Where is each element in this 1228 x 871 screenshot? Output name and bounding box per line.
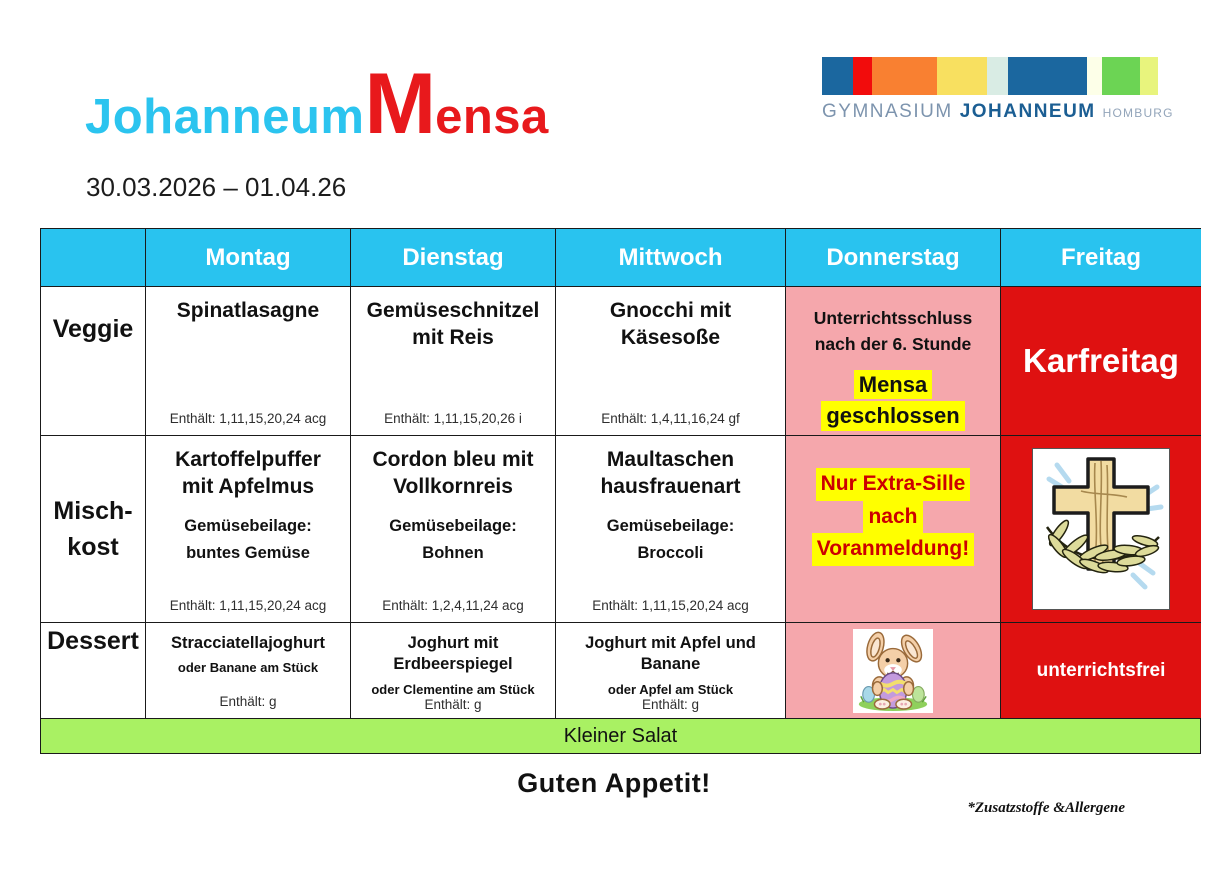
- dessert-donnerstag-cell: [786, 623, 1001, 719]
- day-header-mittwoch: Mittwoch: [556, 229, 786, 287]
- logo-bar-segment: [822, 57, 853, 95]
- day-header-dienstag: Dienstag: [351, 229, 556, 287]
- mensa-logo-ensa: ensa: [435, 90, 549, 144]
- allergen-info: Enthält: 1,11,15,20,24 acg: [169, 598, 327, 613]
- closing-notice-line2: nach der 6. Stunde: [814, 334, 972, 355]
- cross-image-card: [1032, 448, 1170, 610]
- cross-with-palm-icon: [1035, 451, 1167, 607]
- mischkost-montag-cell: [146, 436, 351, 623]
- side-dish: buntes Gemüse: [186, 543, 310, 562]
- mensa-logo-m: M: [364, 56, 436, 152]
- allergen-info: Enthält: g: [219, 694, 277, 709]
- mensa-logo: [85, 56, 549, 152]
- dish-title: Gemüseschnitzel mit Reis: [366, 299, 540, 350]
- dish-title: Maultaschen hausfrauenart: [600, 448, 741, 499]
- allergen-footnote: *Zusatzstoffe &Allergene: [967, 800, 1125, 816]
- salad-row: Kleiner Salat: [41, 719, 1201, 753]
- allergen-info: Enthält: 1,2,4,11,24 acg: [382, 598, 524, 613]
- extra-notice-line1: Nur Extra-Sille: [816, 468, 971, 501]
- dessert-alternative: oder Clementine am Stück: [371, 681, 535, 697]
- allergen-info: Enthält: 1,11,15,20,26 i: [384, 411, 522, 426]
- closing-notice-line1: Unterrichtsschluss: [813, 308, 973, 328]
- side-dish-label: Gemüsebeilage:: [184, 516, 312, 535]
- dish-title: Joghurt mit Apfel und Banane: [585, 634, 756, 674]
- side-dish: Broccoli: [637, 543, 704, 562]
- mensa-closed-line1: Mensa: [854, 370, 932, 400]
- logo-bar-segment: [1140, 57, 1158, 95]
- date-range: 30.03.2026 – 01.04.26: [86, 172, 347, 202]
- day-header-montag: Montag: [146, 229, 351, 287]
- allergen-info: Enthält: g: [641, 696, 700, 712]
- dish-title: Spinatlasagne: [176, 299, 320, 322]
- dessert-mittwoch-cell: [556, 623, 786, 719]
- header-corner-cell: [41, 229, 146, 287]
- dish-title: Kartoffelpuffer mit Apfelmus: [175, 448, 321, 499]
- logo-bar-segment: [1102, 57, 1140, 95]
- logo-color-bar: [822, 57, 1158, 95]
- side-dish: Bohnen: [422, 543, 484, 562]
- mischkost-freitag-cell: [1001, 436, 1201, 623]
- row-label-mischkost: [41, 436, 146, 623]
- side-dish-label: Gemüsebeilage:: [606, 516, 735, 535]
- logo-bar-segment: [1008, 57, 1087, 95]
- logo-bar-segment: [987, 57, 1009, 95]
- allergen-info: Enthält: 1,4,11,16,24 gf: [601, 411, 740, 426]
- logo-bar-segment: [872, 57, 937, 95]
- day-header-donnerstag: Donnerstag: [786, 229, 1001, 287]
- easter-bunny-icon: [854, 630, 932, 712]
- bon-appetit-text: Guten Appetit!: [517, 768, 711, 798]
- dish-title: Joghurt mit Erdbeerspiegel: [393, 634, 513, 674]
- row-label-mischkost-line2: kost: [67, 533, 119, 561]
- mensa-closed-line2: geschlossen: [821, 401, 964, 431]
- mischkost-dienstag-cell: [351, 436, 556, 623]
- veggie-donnerstag-cell: [786, 287, 1001, 436]
- allergen-info: Enthält: g: [424, 696, 482, 712]
- holiday-label: Karfreitag: [1023, 342, 1179, 379]
- row-label-veggie: Veggie: [41, 287, 146, 436]
- allergen-info: Enthält: 1,11,15,20,24 acg: [169, 411, 327, 426]
- dessert-dienstag-cell: [351, 623, 556, 719]
- extra-notice-line2: nach: [863, 501, 922, 534]
- side-dish-label: Gemüsebeilage:: [389, 516, 517, 535]
- dessert-montag-cell: [146, 623, 351, 719]
- veggie-dienstag-cell: [351, 287, 556, 436]
- row-label-dessert: Dessert: [41, 623, 146, 719]
- logo-bar-segment: [1087, 57, 1102, 95]
- allergen-info: Enthält: 1,11,15,20,24 acg: [592, 598, 749, 613]
- day-header-freitag: Freitag: [1001, 229, 1201, 287]
- school-name-johanneum: JOHANNEUM: [959, 101, 1096, 122]
- veggie-montag-cell: [146, 287, 351, 436]
- school-name-homburg: HOMBURG: [1102, 106, 1174, 120]
- veggie-mittwoch-cell: [556, 287, 786, 436]
- dessert-alternative: oder Banane am Stück: [177, 660, 319, 676]
- mensa-closed-notice: [821, 368, 964, 431]
- menu-table: [40, 228, 1201, 754]
- dish-title: Cordon bleu mit Vollkornreis: [372, 448, 534, 499]
- row-label-mischkost-line1: Misch-: [53, 496, 133, 525]
- school-name: [822, 101, 1174, 123]
- dessert-freitag-cell: [1001, 623, 1201, 719]
- dish-title: Stracciatellajoghurt: [170, 634, 326, 652]
- no-school-label: unterrichtsfrei: [1036, 659, 1166, 681]
- school-name-gymnasium: GYMNASIUM: [822, 101, 953, 122]
- logo-bar-segment: [937, 57, 986, 95]
- logo-bar-segment: [853, 57, 872, 95]
- dessert-alternative: oder Apfel am Stück: [607, 681, 734, 697]
- school-logo: [822, 57, 1174, 123]
- mischkost-mittwoch-cell: [556, 436, 786, 623]
- veggie-freitag-cell: [1001, 287, 1201, 436]
- extra-notice-line3: Voranmeldung!: [812, 533, 974, 566]
- dish-title: Gnocchi mit Käsesoße: [609, 299, 732, 350]
- mischkost-donnerstag-cell: [786, 436, 1001, 623]
- mensa-logo-johanneum: Johanneum: [85, 90, 365, 144]
- bunny-image-card: [853, 629, 933, 713]
